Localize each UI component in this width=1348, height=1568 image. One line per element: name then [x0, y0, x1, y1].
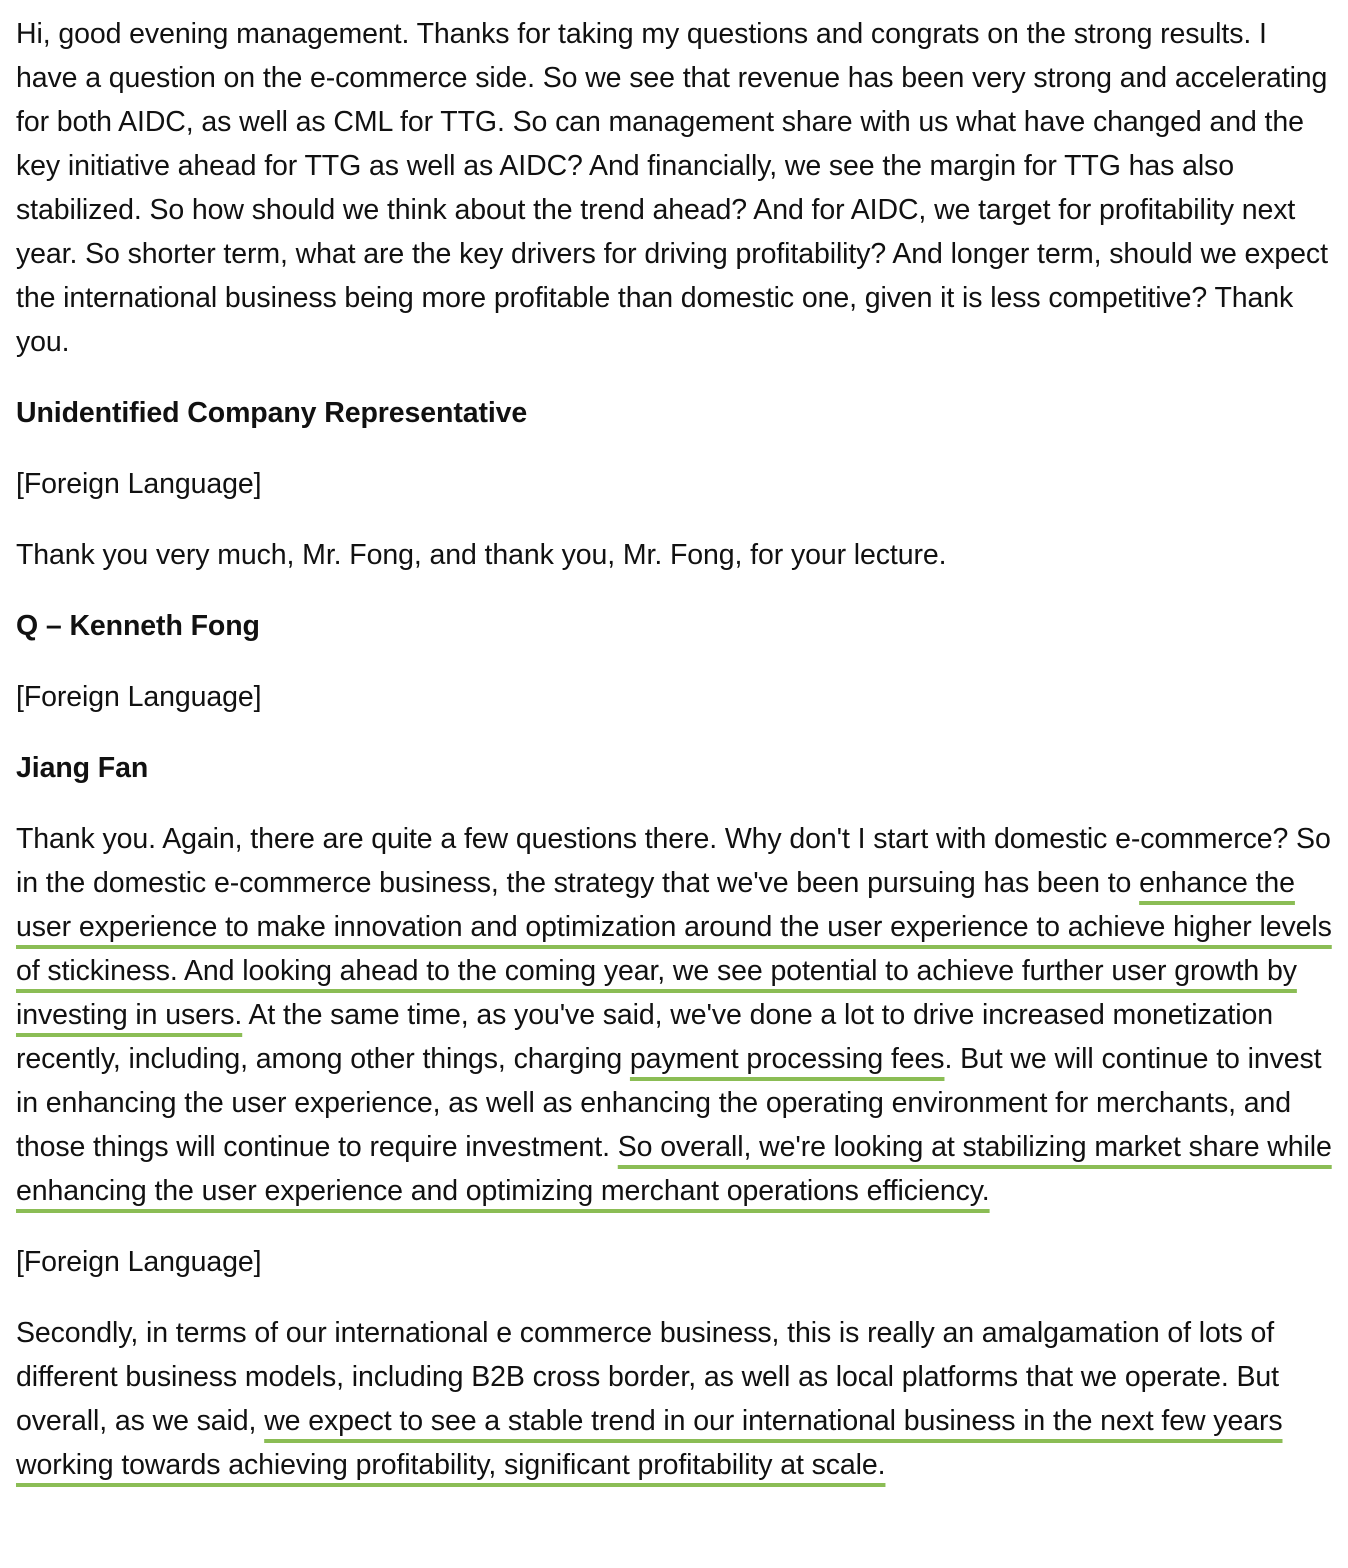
answer-paragraph-domestic [16, 817, 1334, 1213]
paragraph-text: . But we will continue to invest in enhancing the user experience, as well as enhancing the operating environment for merchants, and those things will continue to require investment. [16, 1043, 1322, 1163]
paragraph-text: Secondly, in terms of our international e commerce business, this is really an amalgamation of lots of different business models, including B2B cross border, as well as local platforms that we operate. But overall, as we said, [16, 1317, 1279, 1437]
foreign-language-note: [Foreign Language] [16, 1246, 262, 1278]
highlighted-text: So overall, we're looking at stabilizing market share while enhancing the user experience and optimizing merchant operations efficiency. [16, 1131, 1332, 1207]
answer-paragraph-international [16, 1311, 1334, 1487]
speaker-name: Q – Kenneth Fong [16, 610, 260, 642]
question-paragraph: Hi, good evening management. Thanks for taking my questions and congrats on the strong results. I have a question on the e-commerce side. So we see that revenue has been very strong and accelerating for both AIDC, as well as CML for TTG. So can management share with us what have changed and the key initiative ahead for TTG as well as AIDC? And financially, we see the margin for TTG has also stabilized. So how should we think about the trend ahead? And for AIDC, we target for profitability next year. So shorter term, what are the key drivers for driving profitability? And longer term, should we expect the international business being more profitable than domestic one, given it is less competitive? Thank you. [16, 18, 1328, 358]
foreign-language-note: [Foreign Language] [16, 468, 262, 500]
highlighted-text: enhance the user experience to make innovation and optimization around the user experience to achieve higher levels of stickiness. And looking ahead to the coming year, we see potential to achieve further user growth by investing in users. [16, 867, 1332, 1031]
speaker-name: Jiang Fan [16, 752, 149, 784]
paragraph-text: Thank you. Again, there are quite a few questions there. Why don't I start with domestic e-commerce? So in the domestic e-commerce business, the strategy that we've been pursuing has been to [16, 823, 1331, 899]
transcript-paragraph: Thank you very much, Mr. Fong, and thank you, Mr. Fong, for your lecture. [16, 539, 947, 571]
paragraph-text: At the same time, as you've said, we've done a lot to drive increased monetization recently, including, among other things, charging [16, 999, 1273, 1075]
speaker-name: Unidentified Company Representative [16, 397, 528, 429]
foreign-language-note: [Foreign Language] [16, 681, 262, 713]
highlighted-text: payment processing fees [629, 1043, 945, 1075]
highlighted-text: we expect to see a stable trend in our international business in the next few years working towards achieving profitability, significant profitability at scale. [16, 1405, 1283, 1481]
